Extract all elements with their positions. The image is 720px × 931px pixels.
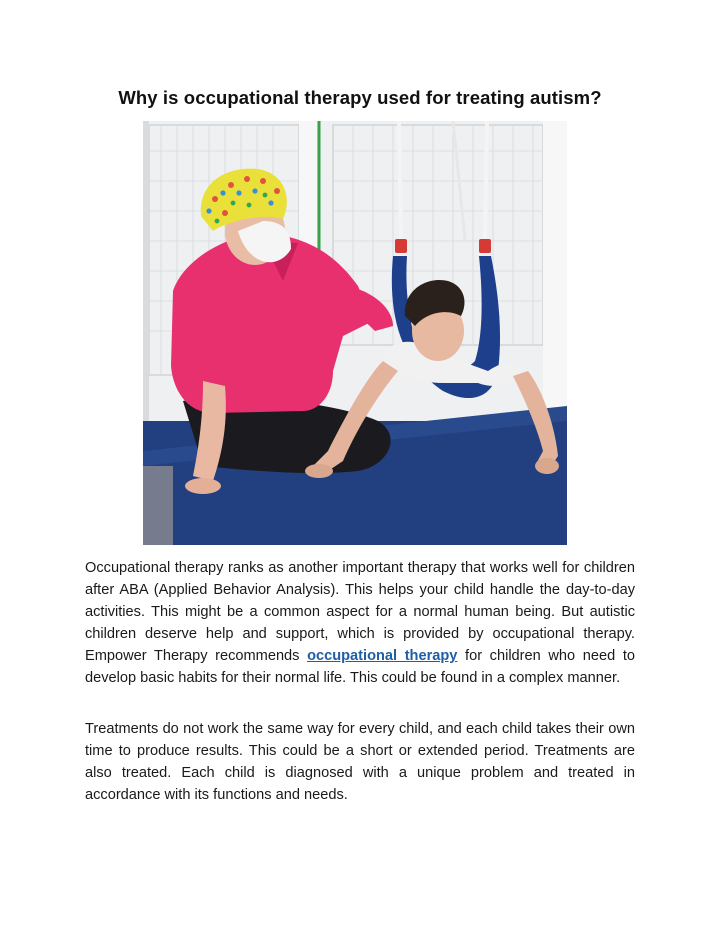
paragraph-1 [85, 557, 635, 689]
paragraph-2-text: Treatments do not work the same way for every child, and each child takes their own time to produce results. This could be a short or extended period. Treatments are also treated. Each child is diagnosed with a unique problem and treated in accordance with its functions and needs. [85, 721, 635, 803]
page-title: Why is occupational therapy used for treating autism? [118, 87, 602, 108]
paragraph-1-text-before-link: Occupational therapy ranks as another important therapy that works well for children after ABA (Applied Behavior Analysis). This helps your child handle the day-to-day activities. This might be a common aspect for a normal human being. But autistic children deserve help and support, which is provided by occupational therapy. Empower Therapy recommends [85, 560, 635, 664]
paragraph-1-text-after-link: for children who need to develop basic habits for their normal life. This could be found in a complex manner. [85, 648, 635, 686]
occupational-therapy-link[interactable]: occupational therapy [307, 648, 458, 664]
paragraph-2 [85, 718, 635, 806]
therapy-photo [143, 121, 567, 545]
